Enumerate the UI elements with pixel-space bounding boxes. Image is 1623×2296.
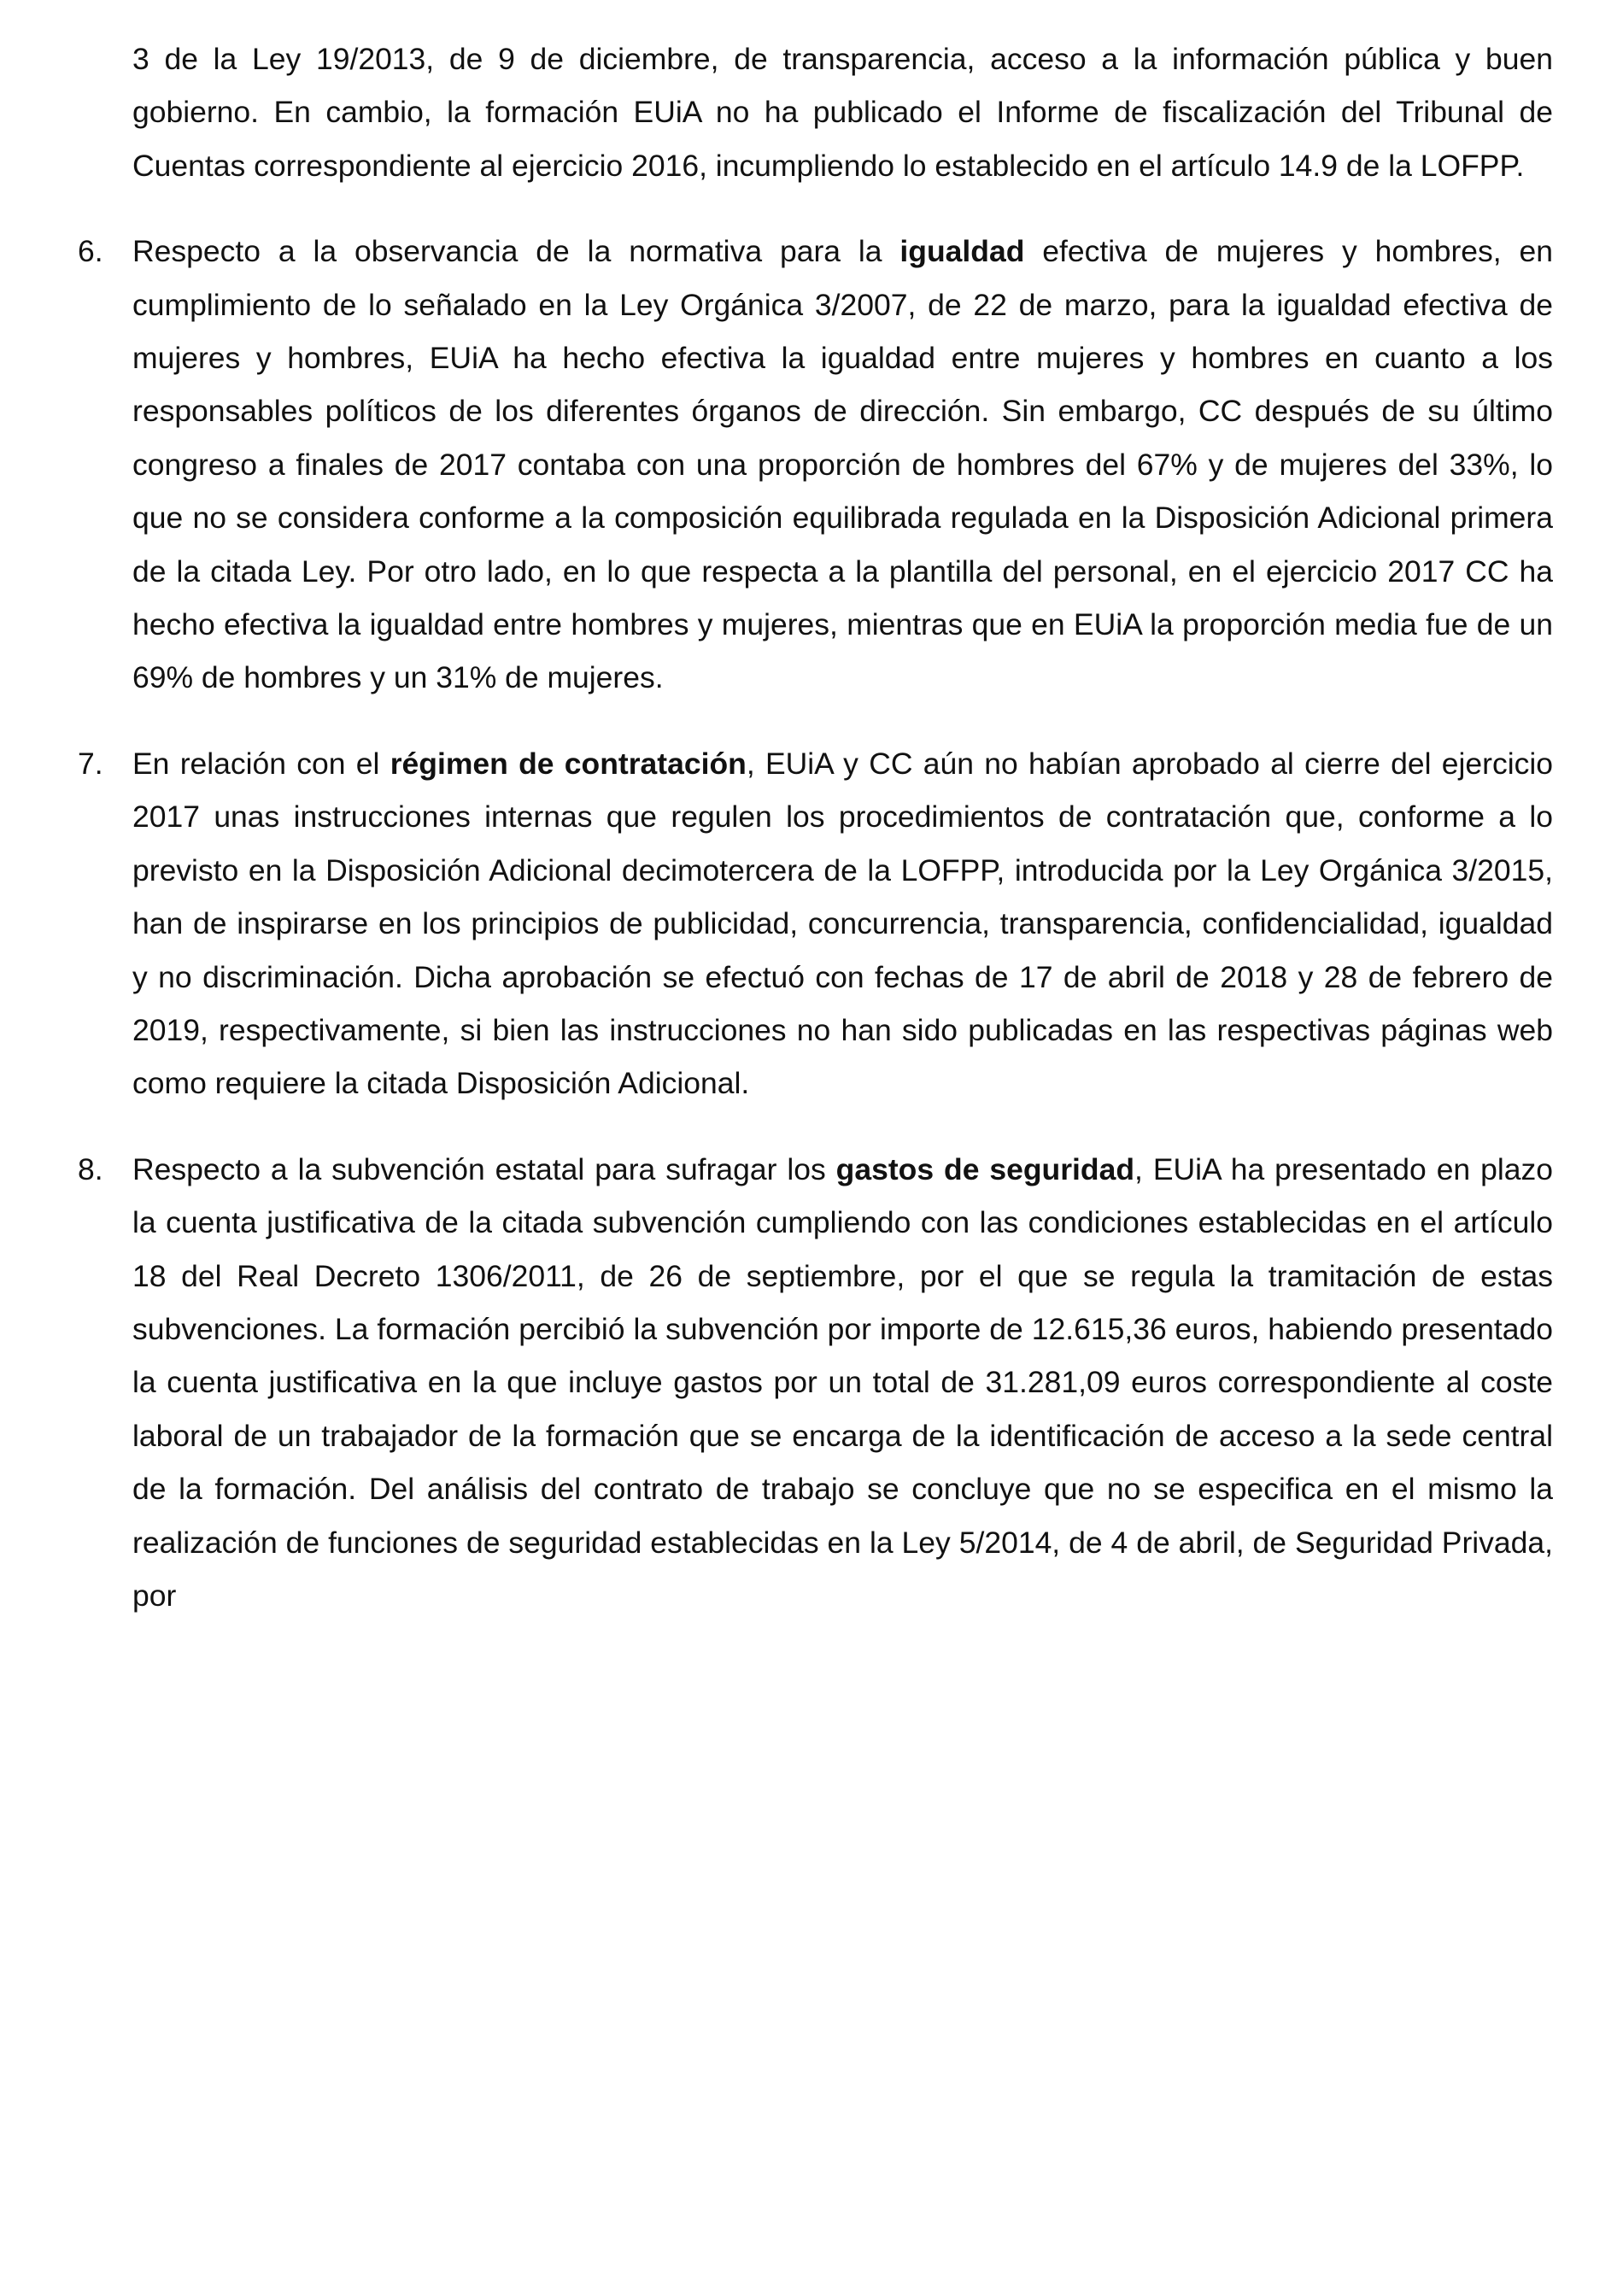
- text-run: , EUiA y CC aún no habían aprobado al cierre del ejercicio 2017 unas instrucciones internas que regulen los procedimientos de contratación que, conforme a lo previsto en la Disposición Adicional decimotercera de la LOFPP, introducida por la Ley Orgánica 3/2015, han de inspirarse en los principios de publicidad, concurrencia, transparencia, confidencialidad, igualdad y no discriminación. Dicha aprobación se efectuó con fechas de 17 de abril de 2018 y 28 de febrero de 2019, respectivamente, si bien las instrucciones no han sido publicadas en las respectivas páginas web como requiere la citada Disposición Adicional.: [132, 746, 1554, 1101]
- list-item-6: [78, 225, 1553, 705]
- list-item-8: [78, 1143, 1553, 1623]
- bold-term: régimen de contratación: [390, 746, 747, 781]
- text-run: efectiva de mujeres y hombres, en cumplimiento de lo señalado en la Ley Orgánica 3/2007, de 22 de marzo, para la igualdad efectiva de mujeres y hombres, EUiA ha hecho efectiva la igualdad entre mujeres y hombres en cuanto a los responsables políticos de los diferentes órganos de dirección. Sin embargo, CC después de su último congreso a finales de 2017 contaba con una proporción de hombres del 67% y de mujeres del 33%, lo que no se considera conforme a la composición equilibrada regulada en la Disposición Adicional primera de la citada Ley. Por otro lado, en lo que respecta a la plantilla del personal, en el ejercicio 2017 CC ha hecho efectiva la igualdad entre hombres y mujeres, mientras que en EUiA la proporción media fue de un 69% de hombres y un 31% de mujeres.: [132, 234, 1553, 695]
- text-run: Respecto a la subvención estatal para sufragar los: [132, 1151, 836, 1186]
- item-number: 7.: [78, 746, 103, 781]
- text-run: En relación con el: [132, 746, 390, 781]
- item-number: 6.: [78, 234, 103, 269]
- bold-term: gastos de seguridad: [835, 1151, 1135, 1186]
- item-paragraph: [132, 225, 1553, 705]
- item-paragraph: [132, 737, 1553, 1110]
- intro-paragraph: 3 de la Ley 19/2013, de 9 de diciembre, de transparencia, acceso a la información pública y buen gobierno. En cambio, la formación EUiA no ha publicado el Informe de fiscalización del Tribunal de Cuentas correspondiente al ejercicio 2016, incumpliendo lo establecido en el artículo 14.9 de la LOFPP.: [132, 42, 1553, 183]
- item-paragraph: [132, 1143, 1553, 1623]
- document-body: [78, 32, 1554, 1622]
- list-item-7: [78, 737, 1554, 1110]
- text-run: Respecto a la observancia de la normativa para la: [132, 234, 900, 269]
- bold-term: igualdad: [899, 234, 1025, 269]
- text-run: , EUiA ha presentado en plazo la cuenta justificativa de la citada subvención cumpliendo con las condiciones establecidas en el artículo 18 del Real Decreto 1306/2011, de 26 de septiembre, por el que se regula la tramitación de estas subvenciones. La formación percibió la subvención por importe de 12.615,36 euros, habiendo presentado la cuenta justificativa en la que incluye gastos por un total de 31.281,09 euros correspondiente al coste laboral de un trabajador de la formación que se encarga de la identificación de acceso a la sede central de la formación. Del análisis del contrato de trabajo se concluye que no se especifica en el mismo la realización de funciones de seguridad establecidas en la Ley 5/2014, de 4 de abril, de Seguridad Privada, por: [132, 1151, 1553, 1613]
- item-number: 8.: [78, 1151, 103, 1186]
